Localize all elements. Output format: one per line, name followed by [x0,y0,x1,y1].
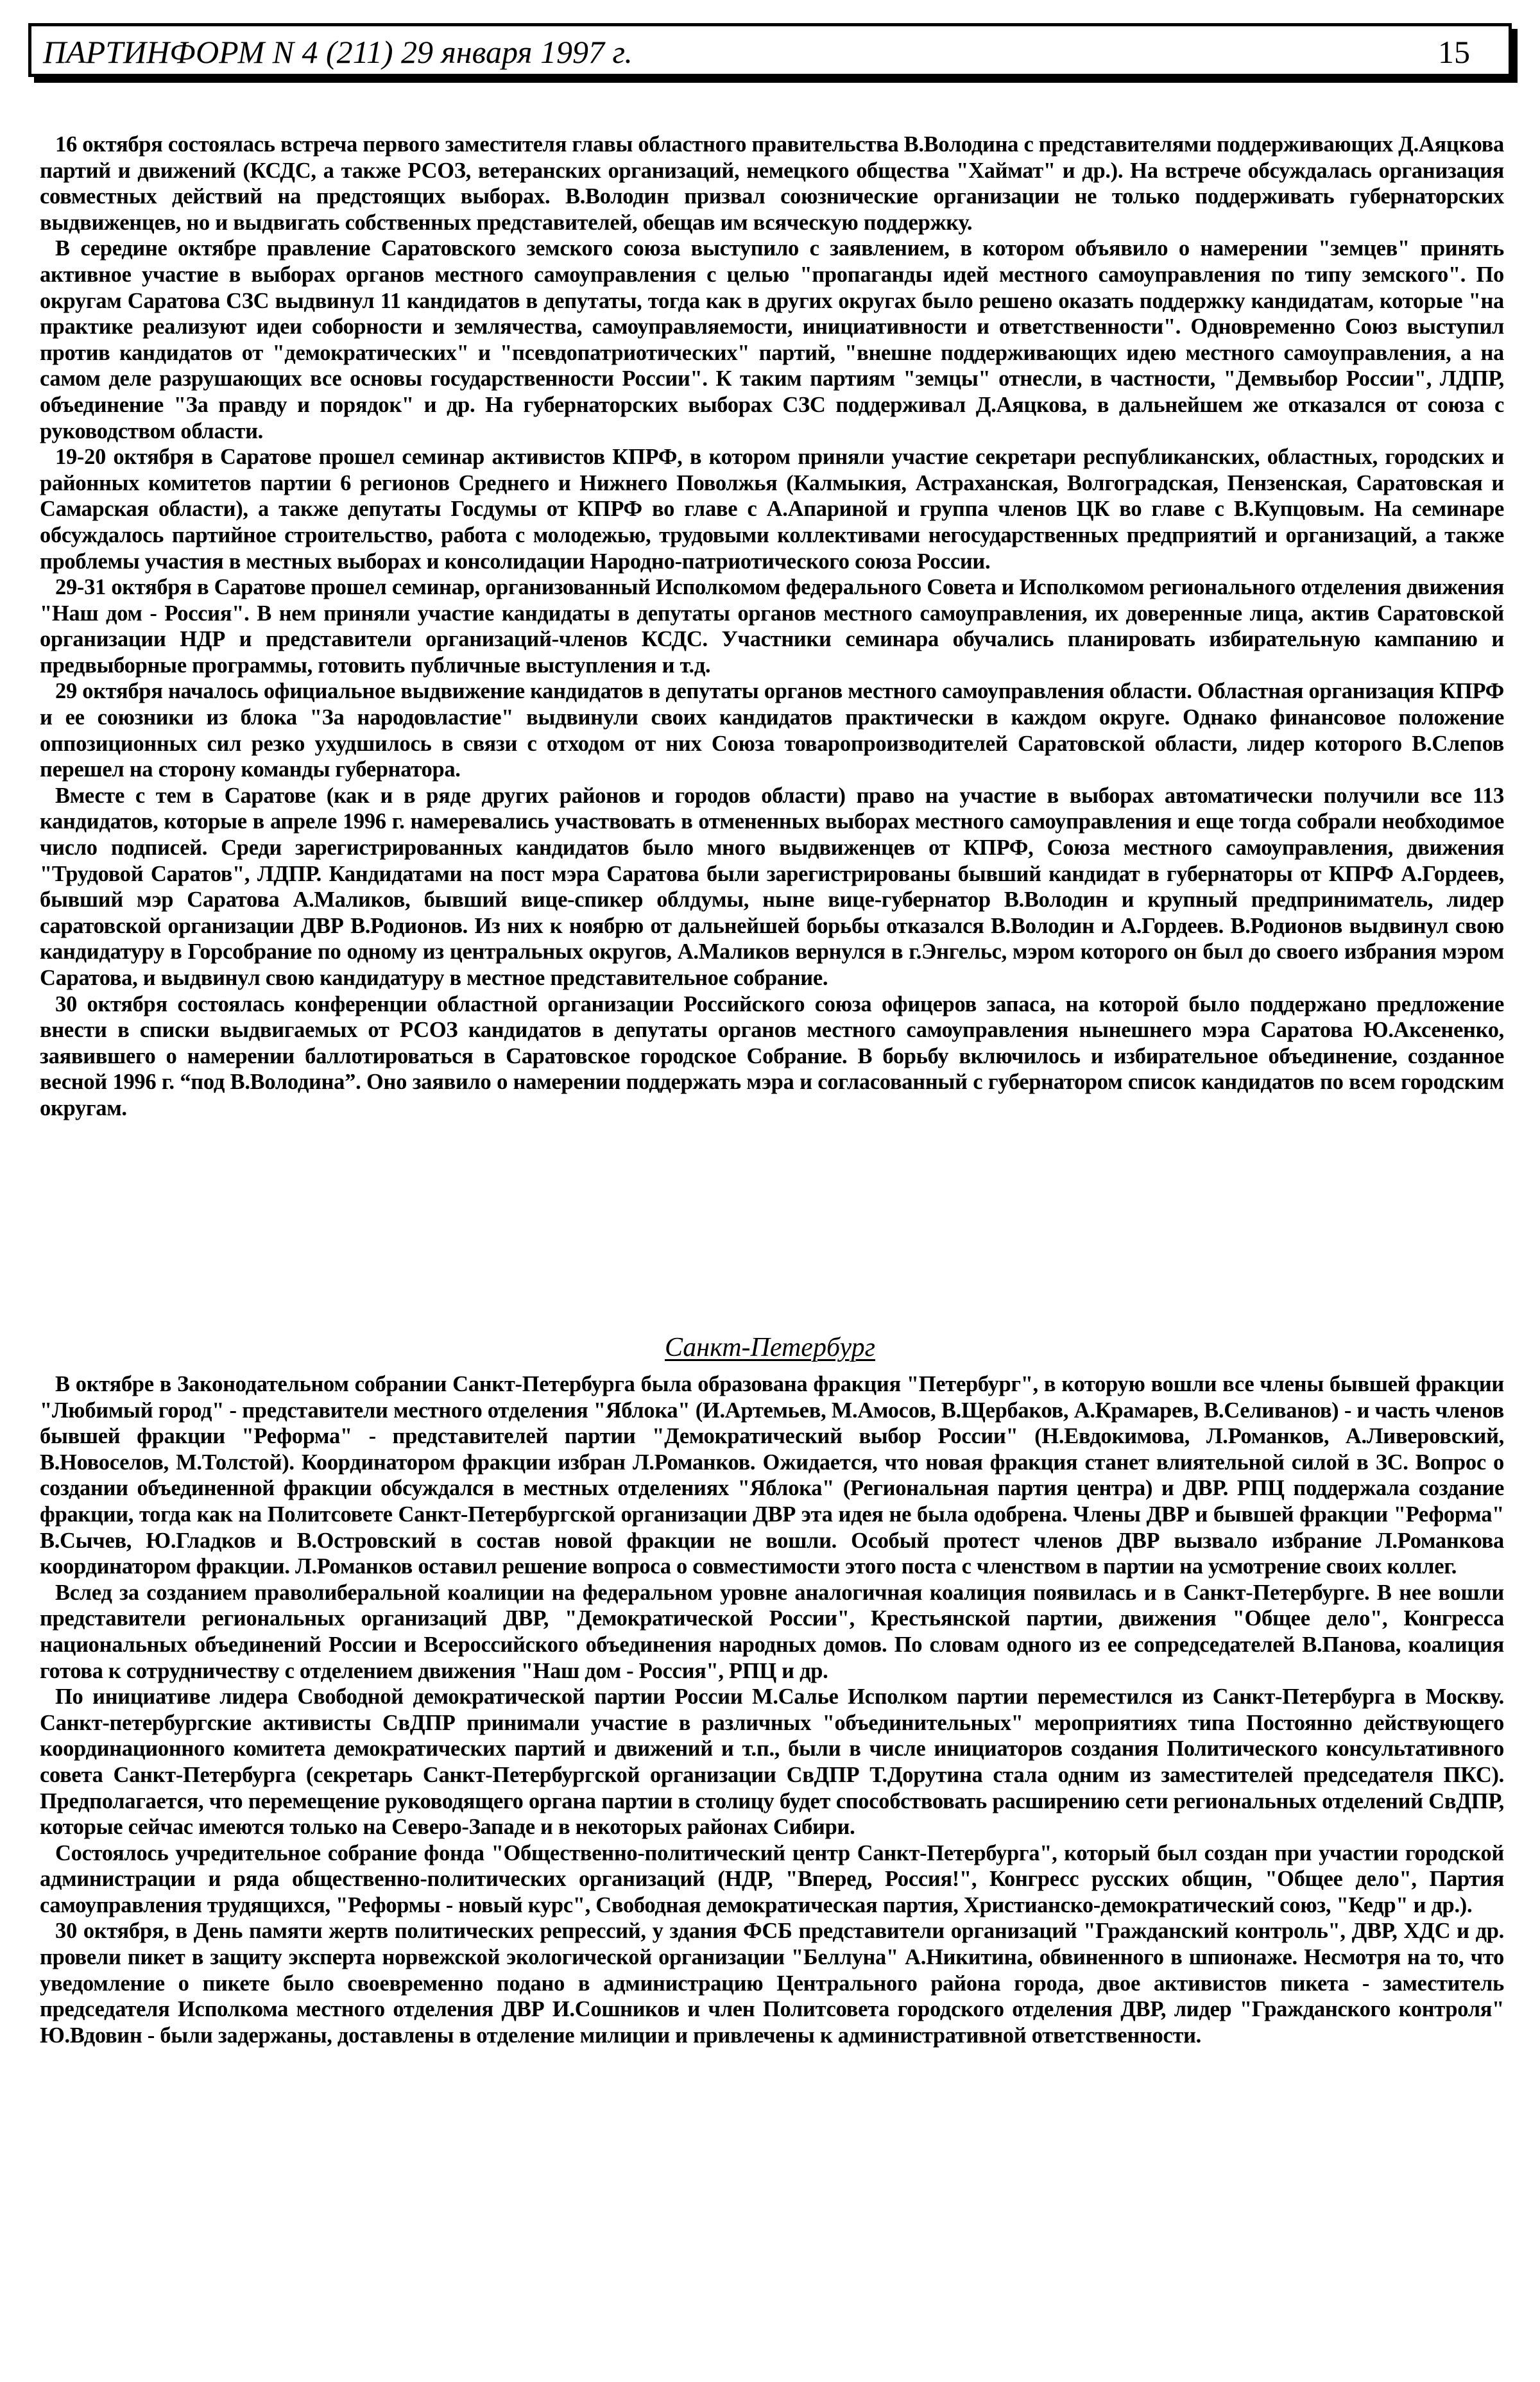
page-number: 15 [1438,34,1470,70]
paragraph: 30 октября, в День памяти жертв политических репрессий, у здания ФСБ представители организаций "Гражданский контроль", ДВР, ХДС и др. провели пикет в защиту эксперта норвежской экологической организации "Беллуна" А.Никитина, обвиненного в шпионаже. Несмотря на то, что уведомление о пикете было своевременно подано в администрацию Центрального района города, двое активистов пикета - заместитель председателя Исполкома местного отделения ДВР И.Сошников и член Политсовета городского отделения ДВР, лидер "Гражданского контроля" Ю.Вдовин - были задержаны, доставлены в отделение милиции и привлечены к административной ответственности. [40,1919,1504,2048]
paragraph: В октябре в Законодательном собрании Санкт-Петербурга была образована фракция "Петербург", в которую вошли все члены бывшей фракции "Любимый город" - представители местного отделения "Яблока" (И.Артемьев, М.Амосов, В.Щербаков, А.Крамарев, В.Селиванов) - и часть членов бывшей фракции "Реформа" - представителей партии "Демократический выбор России" (Н.Евдокимова, Л.Романков, А.Ливеровский, В.Новоселов, М.Толстой). Координатором фракции избран Л.Романков. Ожидается, что новая фракция станет влиятельной силой в ЗС. Вопрос о создании объединенной фракции обсуждался в местных отделениях "Яблока" (Региональная партия центра) и ДВР. РПЦ поддержала создание фракции, тогда как на Политсовете Санкт-Петербургской организации ДВР эта идея не была одобрена. Члены ДВР и бывшей фракции "Реформа" В.Сычев, Ю.Гладков и В.Островский в состав новой фракции не вошли. Особый протест членов ДВР вызвало избрание Л.Романкова координатором фракции. Л.Романков оставил решение вопроса о совместимости этого поста с членством в партии на усмотрение своих коллег. [40,1372,1504,1579]
paragraph: Вместе с тем в Саратове (как и в ряде других районов и городов области) право на участие в выборах автоматически получили все 113 кандидатов, которые в апреле 1996 г. намеревались участвовать в отмененных выборах местного самоуправления и еще тогда собрали необходимое число подписей. Среди зарегистрированных кандидатов было много выдвиженцев от КПРФ, Союза местного самоуправления, движения "Трудовой Саратов", ЛДПР. Кандидатами на пост мэра Саратова были зарегистрированы бывший кандидат в губернаторы от КПРФ А.Гордеев, бывший мэр Саратова А.Маликов, бывший вице-спикер облдумы, ныне вице-губернатор В.Володин и крупный предприниматель, лидер саратовской организации ДВР В.Родионов. Из них к ноябрю от дальнейшей борьбы отказался В.Володин и А.Гордеев. В.Родионов выдвинул свою кандидатуру в Горсобрание по одному из центральных округов, А.Маликов вернулся в г.Энгельс, мэром которого он был до своего избрания мэром Саратова, и выдвинул свою кандидатуру в местное представительное собрание. [40,783,1504,990]
paragraph: 16 октября состоялась встреча первого заместителя главы областного правительства В.Володина с представителями поддерживающих Д.Аяцкова партий и движений (КСДС, а также РСОЗ, ветеранских организаций, немецкого общества "Хаймат" и др.). На встрече обсуждалась организация совместных действий на предстоящих выборах. В.Володин призвал союзнические организации не только поддерживать губернаторских выдвиженцев, но и выдвигать собственных представителей, обещав им всяческую поддержку. [40,132,1504,235]
paragraph: 30 октября состоялась конференции областной организации Российского союза офицеров запаса, на которой было поддержано предложение внести в списки выдвигаемых от РСОЗ кандидатов в депутаты органов местного самоуправления нынешнего мэра Саратова Ю.Аксененко, заявившего о намерении баллотироваться в Саратовское городское Собрание. В борьбу включилось и избирательное объединение, созданное весной 1996 г. “под В.Володина”. Оно заявило о намерении поддержать мэра и согласованный с губернатором список кандидатов по всем городским округам. [40,991,1504,1120]
page-header [28,23,1512,77]
paragraph: 19-20 октября в Саратове прошел семинар активистов КПРФ, в котором приняли участие секретари республиканских, областных, городских и районных комитетов партии 6 регионов Среднего и Нижнего Поволжья (Калмыкия, Астраханская, Волгоградская, Пензенская, Саратовская и Самарская области), а также депутаты Госдумы от КПРФ во главе с А.Апариной и группа членов ЦК во главе с В.Купцовым. На семинаре обсуждалось партийное строительство, работа с молодежью, трудовыми коллективами негосударственных предприятий и организаций, а также проблемы участия в местных выборах и консолидации Народно-патриотического союза России. [40,445,1504,574]
saratov-section [40,132,1504,1122]
paragraph: По инициативе лидера Свободной демократической партии России М.Салье Исполком партии переместился из Санкт-Петербурга в Москву. Санкт-петербургские активисты СвДПР принимали участие в различных "объединительных" мероприятиях типа Постоянно действующего координационного комитета демократических партий и движений и т.п., были в числе инициаторов создания Политического консультативного совета Санкт-Петербурга (секретарь Санкт-Петербургской организации СвДПР Т.Дорутина стала одним из заместителей председателя ПКС). Предполагается, что перемещение руководящего органа партии в столицу будет способствовать расширению сети региональных отделений СвДПР, которые сейчас имеются только на Северо-Западе и в некоторых районах Сибири. [40,1684,1504,1840]
paragraph: Вслед за созданием праволиберальной коалиции на федеральном уровне аналогичная коалиция появилась и в Санкт-Петербурге. В нее вошли представители региональных организаций ДВР, "Демократической России", Крестьянской партии, движения "Общее дело", Конгресса национальных объединений России и Всероссийского объединения народных домов. По словам одного из ее сопредседателей В.Панова, коалиция готова к сотрудничеству с отделением движения "Наш дом - Россия", РПЦ и др. [40,1580,1504,1683]
paragraph: В середине октябре правление Саратовского земского союза выступило с заявлением, в котором объявило о намерении "земцев" принять активное участие в выборах органов местного самоуправления с целью "пропаганды идей местного самоуправления по типу земского". По округам Саратова СЗС выдвинул 11 кандидатов в депутаты, тогда как в других округах было решено оказать поддержку кандидатам, которые "на практике реализуют идеи соборности и землячества, самоуправляемости, инициативности и ответственности". Одновременно Союз выступил против кандидатов от "демократических" и "псевдопатриотических" партий, "внешне поддерживающих идею местного самоуправления, а на самом деле разрушающих все основы государственности России". К таким партиям "земцы" отнесли, в частности, "Демвыбор России", ЛДПР, объединение "За правду и порядок" и др. На губернаторских выборах СЗС поддерживал Д.Аяцкова, в дальнейшем же отказался от союза с руководством области. [40,236,1504,443]
section-heading-saint-petersburg: Санкт-Петербург [665,1333,875,1362]
paragraph: 29-31 октября в Саратове прошел семинар, организованный Исполкомом федерального Совета и Исполкомом регионального отделения движения "Наш дом - Россия". В нем приняли участие кандидаты в депутаты органов местного самоуправления, их доверенные лица, актив Саратовской организации НДР и представители организаций-членов КСДС. Участники семинара обучались планировать избирательную кампанию и предвыборные программы, готовить публичные выступления и т.д. [40,575,1504,678]
saint-petersburg-section [40,1371,1504,2048]
publication-title: ПАРТИНФОРМ N 4 (211) 29 января 1997 г. [43,34,633,70]
paragraph: Состоялось учредительное собрание фонда "Общественно-политический центр Санкт-Петербурга", который был создан при участии городской администрации и ряда общественно-политических организаций (НДР, "Вперед, Россия!", Конгресс русских общин, "Общее дело", Партия самоуправления трудящихся, "Реформы - новый курс", Свободная демократическая партия, Христианско-демократический союз, "Кедр" и др.). [40,1840,1504,1917]
paragraph: 29 октября началось официальное выдвижение кандидатов в депутаты органов местного самоуправления области. Областная организация КПРФ и ее союзники из блока "За народовластие" выдвинули своих кандидатов практически в каждом округе. Однако финансовое положение оппозиционных сил резко ухудшилось в связи с отходом от них Союза товаропроизводителей Саратовской области, лидер которого В.Слепов перешел на сторону команды губернатора. [40,679,1504,782]
